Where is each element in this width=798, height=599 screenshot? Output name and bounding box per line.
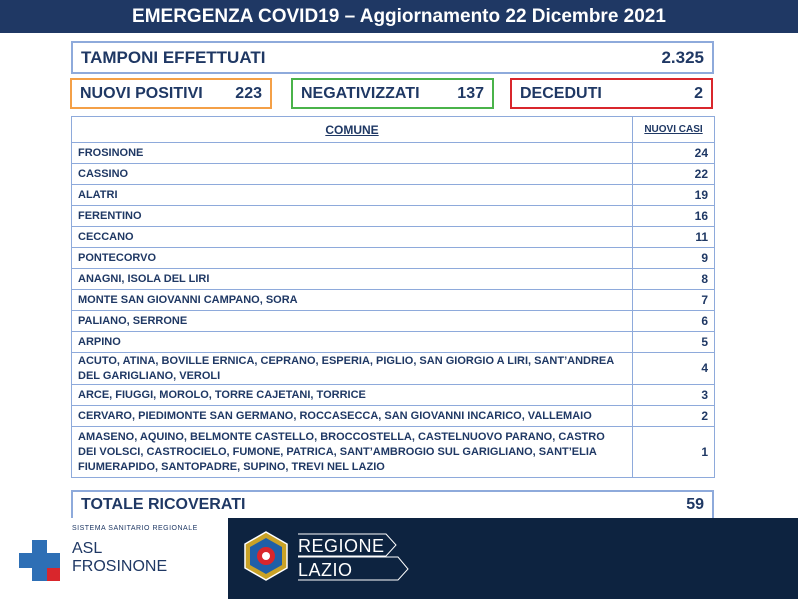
- column-header-comune: COMUNE: [72, 117, 633, 143]
- table-row: [72, 248, 715, 269]
- asl-line1: ASL: [72, 540, 103, 557]
- comune-cell: FROSINONE: [72, 143, 633, 164]
- ssr-caption: SISTEMA SANITARIO REGIONALE: [72, 525, 198, 532]
- casi-cell: 16: [633, 206, 715, 227]
- casi-cell: 2: [633, 406, 715, 427]
- comune-cell: CECCANO: [72, 227, 633, 248]
- table-row: [72, 385, 715, 406]
- tamponi-value: 2.325: [661, 47, 704, 67]
- totale-ricoverati-box: [71, 490, 714, 520]
- table-row: [72, 206, 715, 227]
- deceduti-value: 2: [694, 84, 703, 102]
- totale-value: 59: [686, 496, 704, 513]
- casi-cell: 9: [633, 248, 715, 269]
- column-header-nuovi-casi: NUOVI CASI: [633, 117, 715, 143]
- comune-cell: PONTECORVO: [72, 248, 633, 269]
- table-row: [72, 353, 715, 385]
- casi-cell: 6: [633, 311, 715, 332]
- table-row: [72, 290, 715, 311]
- tamponi-label: TAMPONI EFFETTUATI: [81, 47, 266, 67]
- comune-cell: MONTE SAN GIOVANNI CAMPANO, SORA: [72, 290, 633, 311]
- regione-name: [298, 534, 385, 582]
- totale-label: TOTALE RICOVERATI: [81, 496, 246, 513]
- casi-cell: 8: [633, 269, 715, 290]
- comune-cell: AMASENO, AQUINO, BELMONTE CASTELLO, BROCCOSTELLA, CASTELNUOVO PARANO, CASTRO DEI VOLSCI, CASTROCIELO, FUMONE, PATRICA, SANT’AMBROGIO SUL GARIGLIANO, SANT’ELIA FIUMERAPIDO, SANTOPADRE, SUPINO, TREVI NEL LAZIO: [72, 427, 633, 478]
- casi-cell: 22: [633, 164, 715, 185]
- page-header: [0, 0, 798, 33]
- comune-cell: ACUTO, ATINA, BOVILLE ERNICA, CEPRANO, ESPERIA, PIGLIO, SAN GIORGIO A LIRI, SANT’ANDREA DEL GARIGLIANO, VEROLI: [72, 353, 633, 385]
- table-row: [72, 269, 715, 290]
- negativizzati-box: [291, 78, 494, 109]
- asl-cross-icon: [17, 538, 62, 583]
- deceduti-box: [510, 78, 713, 109]
- comune-cell: ANAGNI, ISOLA DEL LIRI: [72, 269, 633, 290]
- casi-cell: 11: [633, 227, 715, 248]
- negativi-value: 137: [457, 84, 484, 102]
- casi-cell: 19: [633, 185, 715, 206]
- table-row: [72, 406, 715, 427]
- table-row: [72, 227, 715, 248]
- tamponi-box: [71, 41, 714, 74]
- table-row: [72, 332, 715, 353]
- comune-cell: ARPINO: [72, 332, 633, 353]
- regione-lazio-emblem-icon: [243, 530, 289, 582]
- casi-cell: 7: [633, 290, 715, 311]
- positivi-label: NUOVI POSITIVI: [80, 84, 203, 102]
- casi-cell: 5: [633, 332, 715, 353]
- cases-table: [71, 116, 715, 478]
- casi-cell: 1: [633, 427, 715, 478]
- comune-cell: PALIANO, SERRONE: [72, 311, 633, 332]
- comune-cell: ALATRI: [72, 185, 633, 206]
- table-row: [72, 185, 715, 206]
- table-row: [72, 143, 715, 164]
- casi-cell: 4: [633, 353, 715, 385]
- casi-cell: 24: [633, 143, 715, 164]
- negativi-label: NEGATIVIZZATI: [301, 84, 420, 102]
- header-title: EMERGENZA COVID19 – Aggiornamento 22 Dicembre 2021: [132, 6, 666, 27]
- casi-cell: 3: [633, 385, 715, 406]
- asl-name: [72, 540, 167, 576]
- comune-cell: ARCE, FIUGGI, MOROLO, TORRE CAJETANI, TORRICE: [72, 385, 633, 406]
- table-row: [72, 427, 715, 478]
- asl-line2: FROSINONE: [72, 558, 168, 575]
- comune-cell: FERENTINO: [72, 206, 633, 227]
- regione-line1: REGIONE: [298, 536, 385, 556]
- regione-line2: LAZIO: [298, 560, 353, 580]
- table-row: [72, 164, 715, 185]
- table-row: [72, 311, 715, 332]
- comune-cell: CERVARO, PIEDIMONTE SAN GERMANO, ROCCASECCA, SAN GIOVANNI INCARICO, VALLEMAIO: [72, 406, 633, 427]
- table-header-row: [72, 117, 715, 143]
- deceduti-label: DECEDUTI: [520, 84, 602, 102]
- comune-cell: CASSINO: [72, 164, 633, 185]
- positivi-value: 223: [235, 84, 262, 102]
- nuovi-positivi-box: [70, 78, 272, 109]
